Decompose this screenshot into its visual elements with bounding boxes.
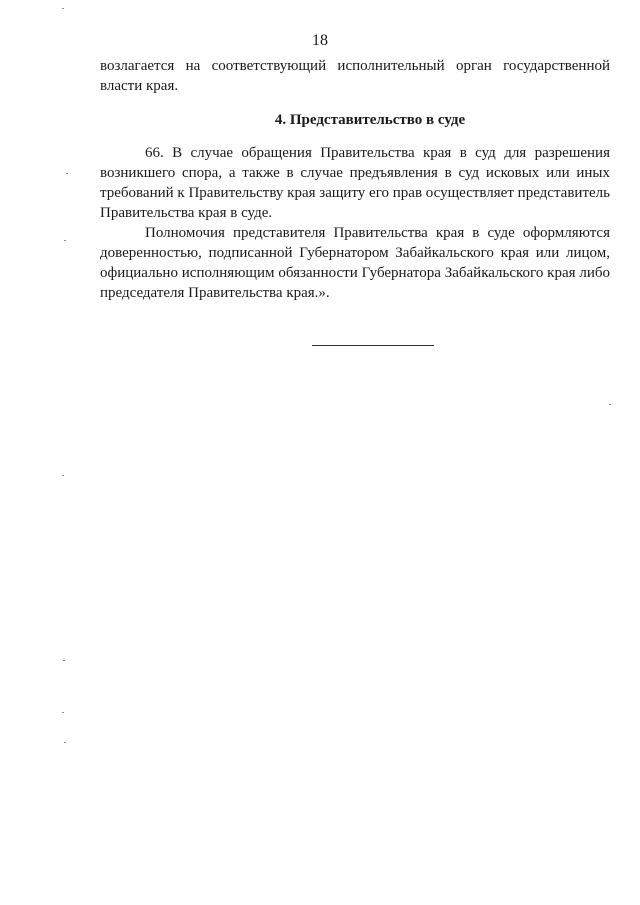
page-number: 18 xyxy=(312,32,328,49)
continuation-paragraph: возлагается на соответствующий исполнительный орган государственной власти края. xyxy=(100,58,610,94)
paragraph-66: 66. В случае обращения Правительства края в суд для разрешения возникшего спора, а также в случае предъявления в суд исковых или иных требований к Правительству края защиту его прав осуществляет представитель Правительства края в суде. xyxy=(100,145,610,221)
scan-speck xyxy=(64,240,66,241)
section-body xyxy=(100,143,610,303)
section-heading: 4. Представительство в суде xyxy=(274,112,466,128)
scan-speck xyxy=(62,475,64,476)
scan-speck xyxy=(62,8,64,9)
scan-speck xyxy=(62,712,64,713)
scan-speck xyxy=(64,742,66,743)
scan-speck xyxy=(609,404,611,405)
scan-speck xyxy=(66,173,68,174)
paragraph-powers: Полномочия представителя Правительства края в суде оформляются доверенностью, подписанной Губернатором Забайкальского края или лицом, официально исполняющим обязанности Губернатора Забайкальского края либо председателя Правительства края.». xyxy=(100,225,610,301)
scan-speck xyxy=(63,660,65,661)
continuation-block xyxy=(100,56,610,96)
end-of-document-rule xyxy=(312,345,434,346)
